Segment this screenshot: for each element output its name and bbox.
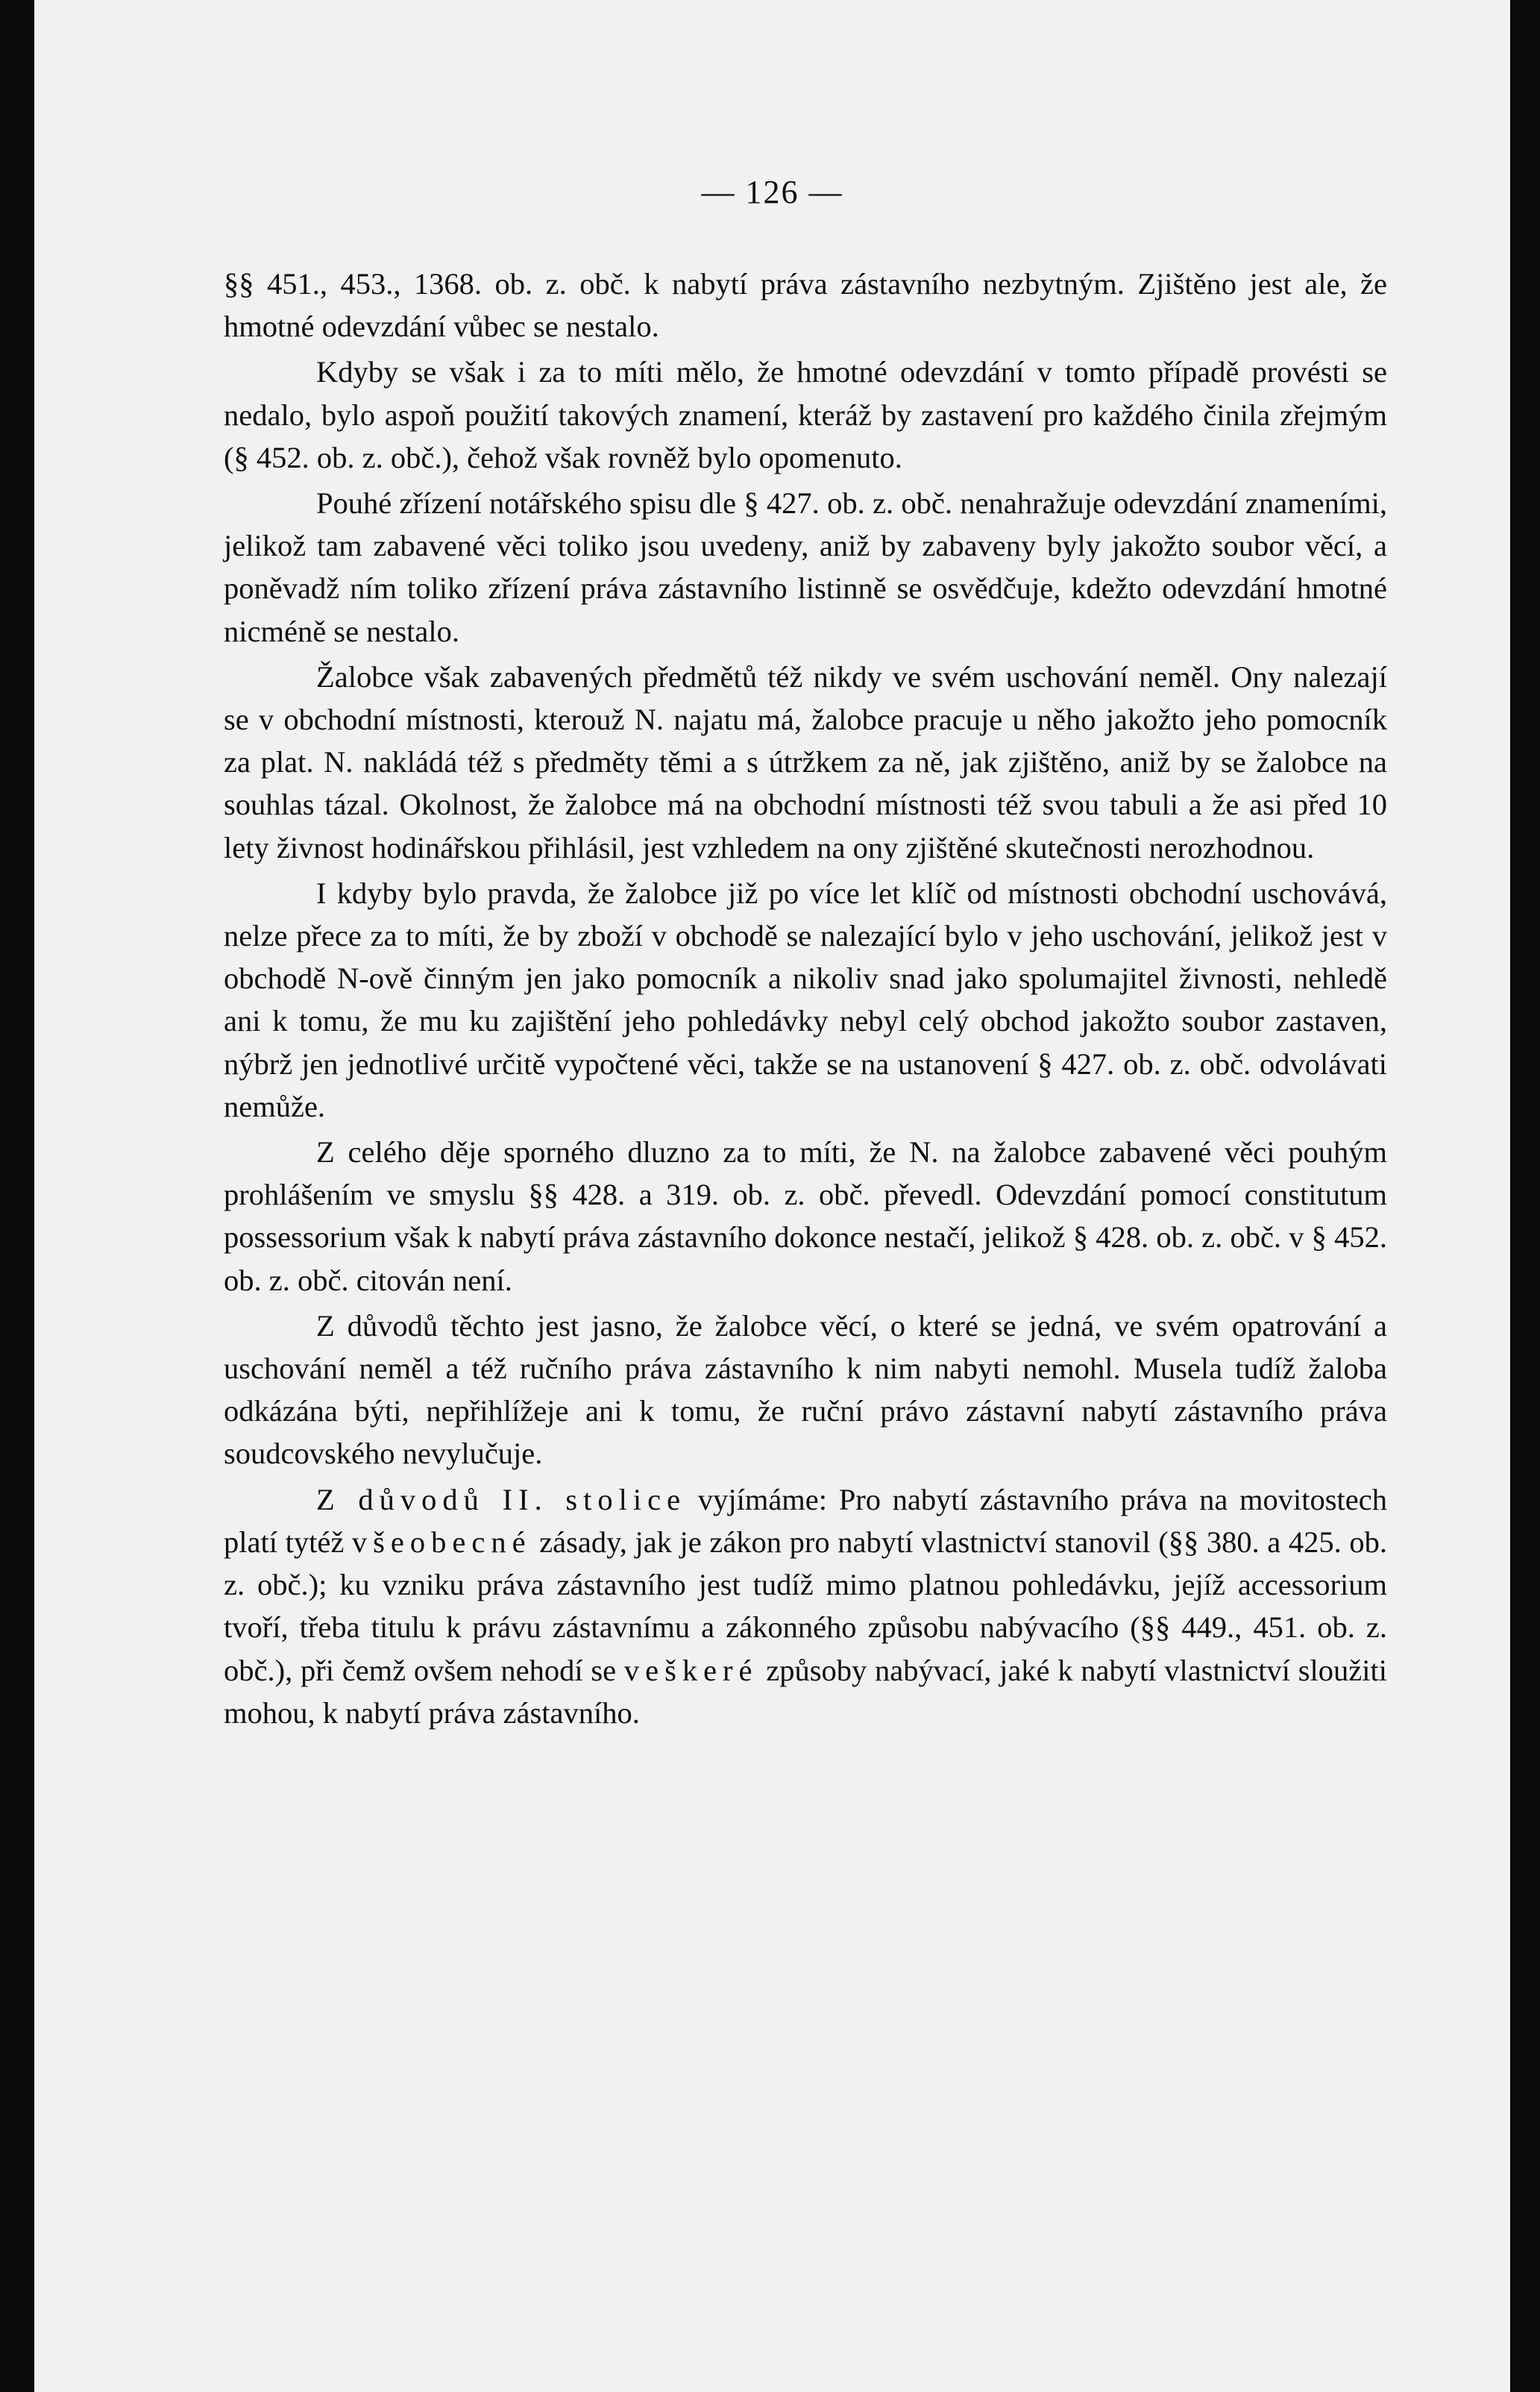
scan-border-right	[1510, 0, 1540, 2392]
paragraph-8	[224, 1478, 1387, 1734]
paragraph-3: Pouhé zřízení notářského spisu dle § 427. ob. z. obč. nenahražuje odevzdání znameními, jelikož tam zabavené věci toliko jsou uvedeny, aniž by zabaveny byly jakožto soubor věcí, a poněvadž ním toliko zřízení práva zástavního listinně se osvědčuje, kdežto odevzdání hmotné nicméně se nestalo.	[224, 486, 1387, 648]
paragraph-4: Žalobce však zabavených předmětů též nikdy ve svém uschování neměl. Ony nalezají se v obchodní místnosti, kterouž N. najatu má, žalobce pracuje u něho jakožto jeho pomocník za plat. N. nakládá též s předměty těmi a s útržkem za ně, jak zjištěno, aniž by se žalobce na souhlas tázal. Okolnost, že žalobce má na obchodní místnosti též svou tabuli a že asi před 10 lety živnost hodinářskou přihlásil, jest vzhledem na ony zjištěné skutečnosti nerozhodnou.	[224, 659, 1387, 864]
emphasis-vseobecne: všeobecné	[351, 1525, 532, 1559]
paragraph-7: Z důvodů těchto jest jasno, že žalobce věcí, o které se jedná, ve svém opatrování a uschování neměl a též ručního práva zástavního k nim nabyti nemohl. Musela tudíž žaloba odkázána býti, nepřihlížeje ani k tomu, že ruční právo zástavní nabytí zástavního práva soudcovského nevylučuje.	[224, 1308, 1387, 1471]
paragraph-5: I kdyby bylo pravda, že žalobce již po více let klíč od místnosti obchodní uschovává, nelze přece za to míti, že by zboží v obchodě se nalezající bylo v jeho uschování, jelikož jest v obchodě N-ově činným jen jako pomocník a nikoliv snad jako spolumajitel živnosti, nehledě ani k tomu, že mu ku zajištění jeho pohledávky nebyl celý obchod jakožto soubor zastaven, nýbrž jen jednotlivé určitě vypočtené věci, takže se na ustanovení § 427. ob. z. obč. odvolávati nemůže.	[224, 876, 1387, 1123]
emphasis-veskere: veškeré	[623, 1653, 758, 1687]
scan-border-left	[0, 0, 34, 2392]
paragraph-8-text-3: způsoby nabývací, jaké k nabytí vlastnictví sloužiti mohou, k nabytí práva zástavního.	[224, 1653, 1387, 1730]
paragraph-1: §§ 451., 453., 1368. ob. z. obč. k nabytí práva zástavního nezbytným. Zjištěno jest ale, že hmotné odevzdání vůbec se nestalo.	[224, 267, 1387, 344]
document-page	[34, 0, 1510, 2392]
body-text	[224, 263, 1387, 1734]
emphasis-second-instance: Z důvodů II. stolice	[316, 1482, 687, 1516]
page-number: — 126 —	[701, 174, 843, 210]
paragraph-6: Z celého děje sporného dluzno za to míti, že N. na žalobce zabavené věci pouhým prohlášením ve smyslu §§ 428. a 319. ob. z. obč. převedl. Odevzdání pomocí constitutum possessorium však k nabytí práva zástavního dokonce nestačí, jelikož § 428. ob. z. obč. v § 452. ob. z. obč. citován není.	[224, 1135, 1387, 1297]
paragraph-8-text-2: zásady, jak je zákon pro nabytí vlastnictví stanovil (§§ 380. a 425. ob. z. obč.); ku vzniku práva zástavního jest tudíž mimo platnou pohledávku, jejíž accessorium tvoří, třeba titulu k právu zástavnímu a zákonného způsobu nabývacího (§§ 449., 451. ob. z. obč.), při čemž ovšem nehodí se	[224, 1525, 1387, 1687]
paragraph-8-text-1: vyjímáme: Pro nabytí zástavního práva na movitostech platí tytéž	[224, 1482, 1387, 1559]
paragraph-2: Kdyby se však i za to míti mělo, že hmotné odevzdání v tomto případě provésti se nedalo, bylo aspoň použití takových znamení, kteráž by zastavení pro každého činila zřejmým (§ 452. ob. z. obč.), čehož však rovněž bylo opomenuto.	[224, 355, 1387, 474]
